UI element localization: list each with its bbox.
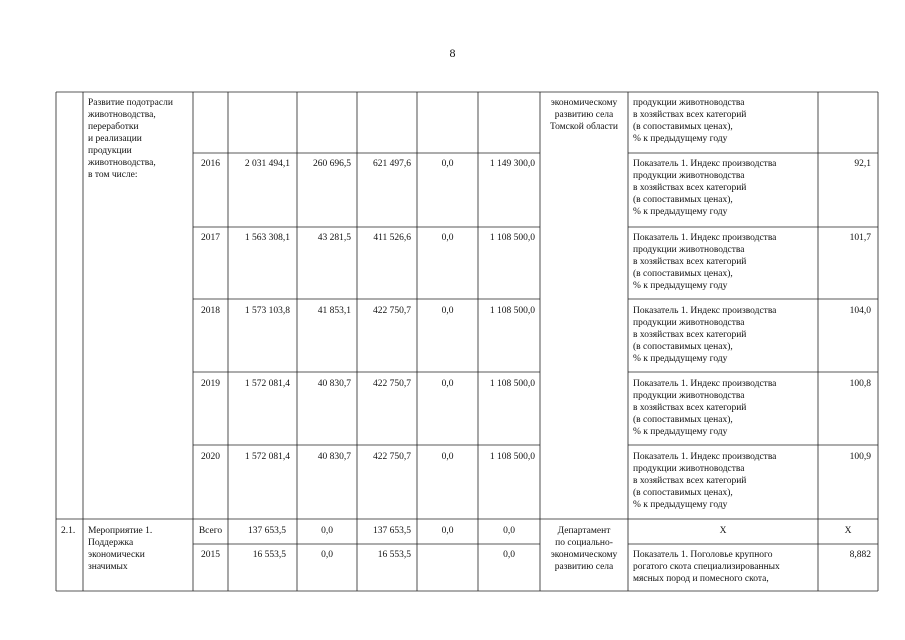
federal-cell: 43 281,5 — [317, 233, 351, 243]
indicator-cell: Показатель 1. Индекс производства продукции животноводства в хозяйствах всех категорий (в сопоставимых ценах), % к предыдущему году — [633, 379, 777, 437]
measure-title: Мероприятие 1. Поддержка экономически значимых — [88, 526, 153, 572]
local-cell: 0,0 — [441, 452, 454, 462]
other-cell: 1 108 500,0 — [489, 379, 535, 389]
year-cell: 2020 — [201, 452, 220, 462]
regional-cell: 411 526,6 — [373, 233, 411, 243]
local-cell: 0,0 — [441, 159, 454, 169]
value-cell: 92,1 — [854, 159, 871, 169]
other-cell: 1 108 500,0 — [489, 233, 535, 243]
total-cell: 16 553,5 — [252, 550, 286, 560]
other-cell: 0,0 — [503, 526, 515, 536]
measure-number: 2.1. — [61, 526, 76, 536]
section-title: Развитие подотрасли животноводства, переработки и реализации продукции животноводства, в том числе: — [88, 98, 173, 180]
regional-cell: 621 497,6 — [373, 159, 411, 169]
value-cell: 100,8 — [849, 379, 871, 389]
regional-cell: 422 750,7 — [373, 379, 411, 389]
federal-cell: 40 830,7 — [317, 452, 351, 462]
other-cell: 1 149 300,0 — [489, 159, 535, 169]
federal-cell: 260 696,5 — [313, 159, 351, 169]
indicator-continuation: продукции животноводства в хозяйствах всех категорий (в сопоставимых ценах), % к предыдущему году — [633, 98, 747, 144]
value-cell: 8,882 — [849, 550, 871, 560]
year-cell: 2017 — [201, 233, 220, 243]
indicator-cell: Показатель 1. Индекс производства продукции животноводства в хозяйствах всех категорий (в сопоставимых ценах), % к предыдущему году — [633, 452, 777, 510]
year-cell: 2015 — [201, 550, 220, 560]
total-cell: 1 572 081,4 — [244, 452, 290, 462]
federal-cell: 41 853,1 — [317, 306, 351, 316]
regional-cell: 422 750,7 — [373, 452, 411, 462]
indicator-cell: Х — [719, 526, 727, 536]
total-cell: 1 572 081,4 — [244, 379, 290, 389]
federal-cell: 0,0 — [321, 550, 333, 560]
local-cell: 0,0 — [441, 526, 454, 536]
regional-cell: 16 553,5 — [377, 550, 411, 560]
executor-department: экономическому развитию села Томской области — [550, 98, 618, 132]
year-cell: 2016 — [201, 159, 220, 169]
value-cell: 104,0 — [849, 306, 871, 316]
page-number: 8 — [449, 46, 456, 60]
regional-cell: 137 653,5 — [373, 526, 411, 536]
year-cell: Всего — [198, 526, 223, 536]
value-cell: Х — [844, 526, 852, 536]
other-cell: 1 108 500,0 — [489, 452, 535, 462]
local-cell: 0,0 — [441, 233, 454, 243]
total-cell: 1 573 103,8 — [244, 306, 290, 316]
indicator-cell: Показатель 1. Индекс производства продукции животноводства в хозяйствах всех категорий (в сопоставимых ценах), % к предыдущему году — [633, 159, 777, 217]
value-cell: 100,9 — [849, 452, 871, 462]
total-cell: 1 563 308,1 — [244, 233, 290, 243]
indicator-cell: Показатель 1. Поголовье крупного рогатого скота специализированных мясных пород и помесного скота, — [633, 550, 780, 584]
other-cell: 0,0 — [503, 550, 515, 560]
total-cell: 137 653,5 — [248, 526, 286, 536]
indicator-cell: Показатель 1. Индекс производства продукции животноводства в хозяйствах всех категорий (в сопоставимых ценах), % к предыдущему году — [633, 306, 777, 364]
regional-cell: 422 750,7 — [373, 306, 411, 316]
local-cell: 0,0 — [441, 379, 454, 389]
year-cell: 2018 — [201, 306, 220, 316]
year-cell: 2019 — [201, 379, 220, 389]
value-cell: 101,7 — [849, 233, 871, 243]
indicator-cell: Показатель 1. Индекс производства продукции животноводства в хозяйствах всех категорий (в сопоставимых ценах), % к предыдущему году — [633, 233, 777, 291]
measure-executor: Департамент по социально- экономическому развитию села — [550, 526, 618, 572]
other-cell: 1 108 500,0 — [489, 306, 535, 316]
total-cell: 2 031 494,1 — [244, 159, 290, 169]
local-cell: 0,0 — [441, 306, 454, 316]
federal-cell: 40 830,7 — [317, 379, 351, 389]
federal-cell: 0,0 — [321, 526, 333, 536]
